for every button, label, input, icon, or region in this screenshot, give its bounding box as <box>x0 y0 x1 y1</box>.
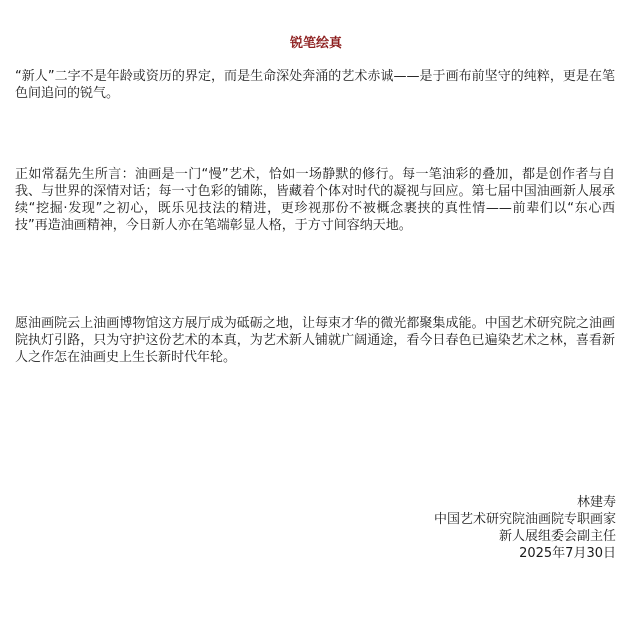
signature-position-2: 新人展组委会副主任 <box>498 529 616 544</box>
paragraph-intro: “新人”二字不是年龄或资历的界定，而是生命深处奔涌的艺术赤诚——是于画布前坚守的纯粹，更是在笔色间追问的锐气。 <box>15 69 615 101</box>
signature-position-1: 中国艺术研究院油画院专职画家 <box>433 512 616 527</box>
paragraph-quote: 正如常磊先生所言：油画是一门“慢”艺术，恰如一场静默的修行。每一笔油彩的叠加，都是创作者与自我、与世界的深情对话；每一寸色彩的铺陈，皆藏着个体对时代的凝视与回应。第七届中国油画新人展承续“挖掘·发现”之初心，既乐见技法的精进，更珍视那份不被概念裹挟的真性情——前辈们以“东心西技”再造油画精神，今日新人亦在笔端彰显人格，于方寸间容纳天地。 <box>15 167 615 233</box>
signature-block <box>434 494 616 562</box>
signature-date: 2025年7月30日 <box>519 546 616 561</box>
paragraph-wish: 愿油画院云上油画博物馆这方展厅成为砥砺之地，让每束才华的微光都聚集成能。中国艺术研究院之油画院执灯引路，只为守护这份艺术的本真，为艺术新人铺就广阔通途，看今日春色已遍染艺术之林，喜看新人之作怎在油画史上生长新时代年轮。 <box>15 316 615 365</box>
document-title: 锐笔绘真 <box>289 36 342 51</box>
signature-name: 林建寿 <box>576 495 616 510</box>
